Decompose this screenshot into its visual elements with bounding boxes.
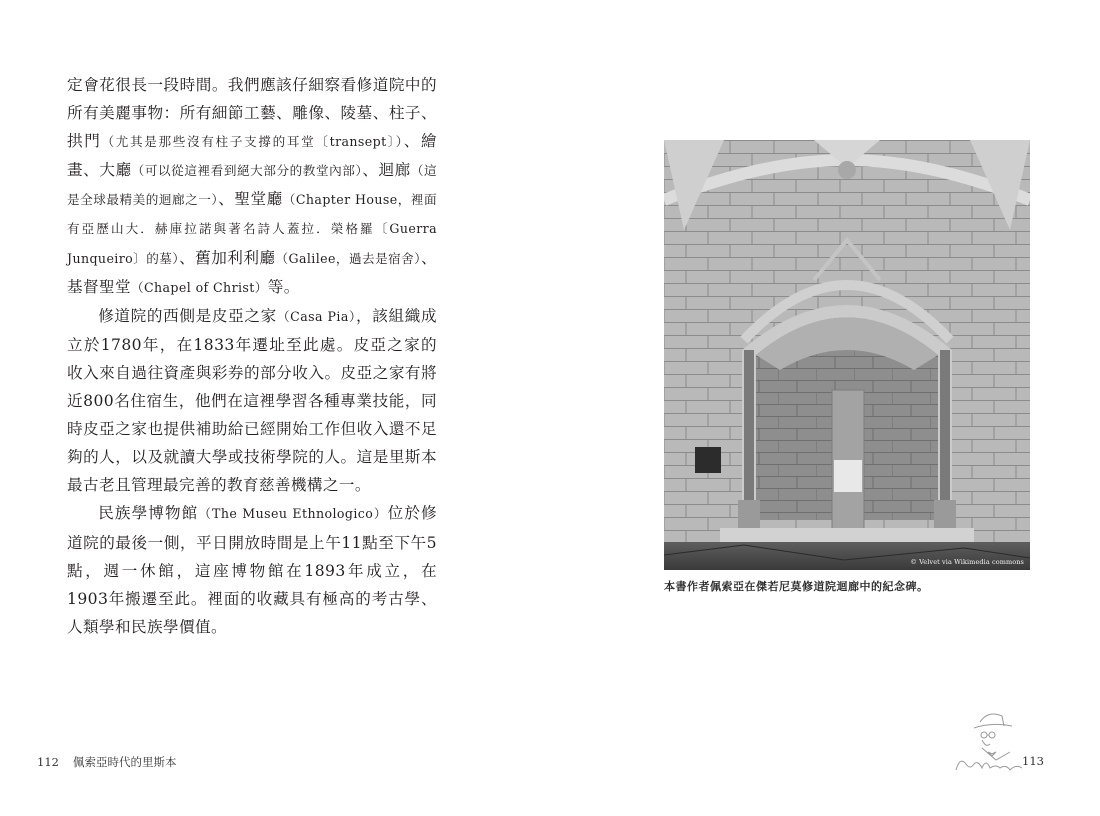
paragraph-text: 、聖堂廳 bbox=[218, 190, 283, 209]
paragraph-text: 民族學博物館 bbox=[98, 504, 199, 523]
paragraph-text: 修道院的西側是皮亞之家 bbox=[98, 306, 277, 325]
body-text bbox=[67, 71, 437, 641]
paragraph-text: 位於修道院的最後一側，平日開放時間是上午11點至下午5點，週一休館，這座博物館在1893年成立，在1903年搬遷至此。裡面的收藏具有極高的考古學、人類學和民族學價值。 bbox=[67, 504, 438, 636]
paragraph bbox=[67, 499, 437, 640]
parenthetical-text: （尤其是那些沒有柱子支撐的耳堂〔transept〕） bbox=[101, 134, 404, 150]
parenthetical-text: （Chapel of Christ） bbox=[130, 279, 268, 295]
parenthetical-text: （Chapter House，裡面有亞歷山大．赫庫拉諾與著名詩人蓋拉．榮格羅〔Guerra Junqueiro〕的墓） bbox=[67, 192, 438, 266]
paragraph-text: ，該組織成立於1780年，在1833年遷址至此處。皮亞之家的收入來自過往資產與彩券的部分收入。皮亞之家有將近800名住宿生，他們在這裡學習各種專業技能，同時皮亞之家也提供補助給已經開始工作但收入還不足夠的人，以及就讀大學或技術學院的人。這是里斯本最古老且管理最完善的教育慈善機構之一。 bbox=[67, 306, 437, 495]
left-page-footer bbox=[37, 754, 176, 770]
running-title: 佩索亞時代的里斯本 bbox=[72, 755, 177, 769]
photo-credit: © Velvet via Wikimedia commons bbox=[910, 558, 1024, 566]
parenthetical-text: （可以從這裡看到絕大部分的教堂內部） bbox=[131, 163, 363, 179]
paragraph-text: 、繪畫、大廳 bbox=[67, 132, 437, 180]
paragraph-text: 等。 bbox=[267, 277, 300, 296]
parenthetical-text: （The Museu Ethnologico） bbox=[198, 506, 388, 522]
right-page bbox=[550, 0, 1100, 816]
paragraph bbox=[67, 302, 437, 500]
page-number-left: 112 bbox=[37, 755, 59, 769]
paragraph-text: 定會花很長一段時間。我們應該仔細察看修道院中的所有美麗事物：所有細節工藝、雕像、陵墓、柱子、拱門 bbox=[67, 76, 437, 151]
parenthetical-text: （Galilee，過去是宿舍） bbox=[275, 250, 421, 266]
cloister-archway-image bbox=[664, 140, 1030, 570]
parenthetical-text: （這是全球最精美的迴廊之一） bbox=[67, 163, 438, 208]
page-number-right: 113 bbox=[1022, 754, 1044, 768]
paragraph bbox=[67, 71, 437, 302]
photo-caption: 本書作者佩索亞在傑若尼莫修道院迴廊中的紀念碑。 bbox=[664, 580, 929, 593]
memorial-photo bbox=[664, 140, 1030, 570]
paragraph-text: 、舊加利利廳 bbox=[179, 248, 276, 267]
paragraph-text: 、基督聖堂 bbox=[67, 248, 437, 296]
paragraph-text: 、迴廊 bbox=[362, 161, 411, 180]
parenthetical-text: （Casa Pia） bbox=[276, 308, 356, 324]
